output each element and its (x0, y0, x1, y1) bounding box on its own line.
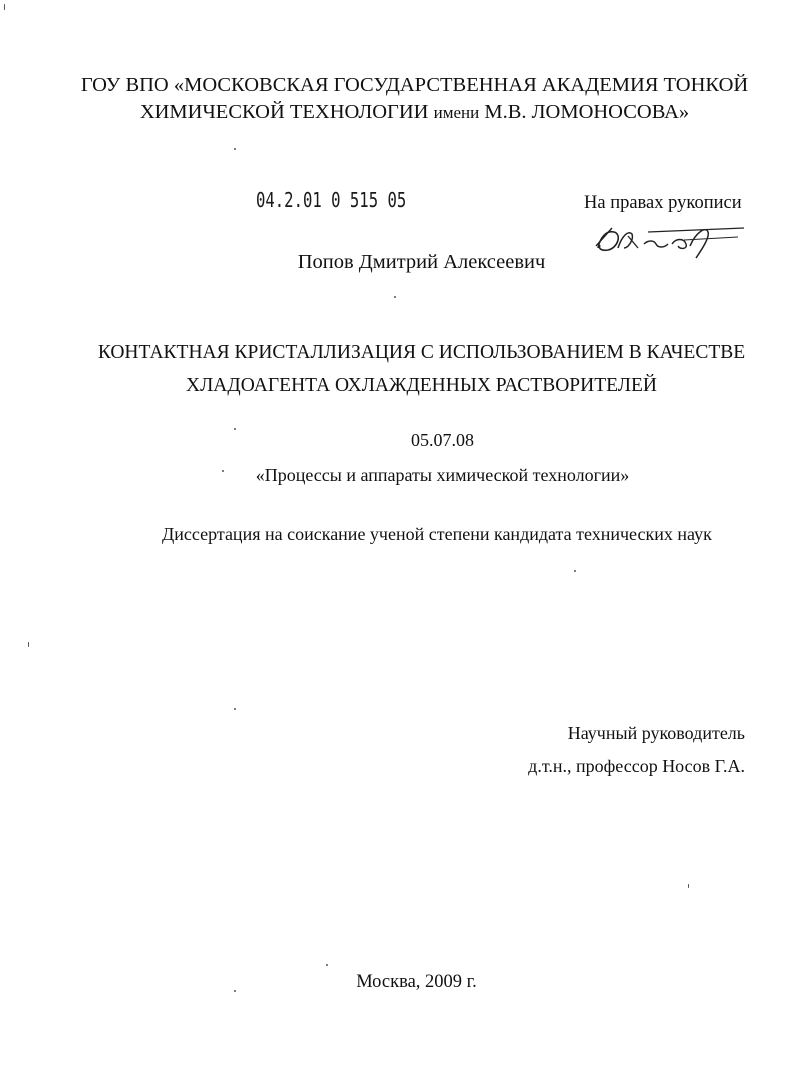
organization-header (0, 72, 793, 126)
organization-line-2 (36, 99, 793, 126)
organization-line-1: ГОУ ВПО «МОСКОВСКАЯ ГОСУДАРСТВЕННАЯ АКАДЕМИЯ ТОНКОЙ (80, 74, 749, 96)
dissertation-title-line-1: КОНТАКТНАЯ КРИСТАЛЛИЗАЦИЯ С ИСПОЛЬЗОВАНИЕМ В КАЧЕСТВЕ (97, 342, 746, 363)
organization-line-2-imeni: имени (433, 103, 480, 122)
supervisor-label: Научный руководитель (567, 723, 745, 743)
scan-speck (28, 642, 29, 647)
scan-speck (574, 570, 576, 572)
supervisor-name: д.т.н., профессор Носов Г.А. (528, 756, 745, 776)
scan-speck (222, 470, 224, 472)
city-year: Москва, 2009 г. (356, 972, 477, 992)
dissertation-title-line-2: ХЛАДОАГЕНТА ОХЛАЖДЕННЫХ РАСТВОРИТЕЛЕЙ (186, 375, 657, 396)
scan-speck (326, 964, 328, 966)
specialty-code: 05.07.08 (411, 430, 474, 450)
author-name: Попов Дмитрий Алексеевич (297, 251, 546, 273)
scan-speck (234, 148, 236, 150)
scan-speck (234, 428, 236, 430)
degree-statement: Диссертация на соискание ученой степени кандидата технических наук (162, 524, 712, 544)
scan-speck (234, 990, 236, 992)
organization-line-2-rest: М.В. ЛОМОНОСОВА» (479, 101, 690, 123)
organization-line-2-main: ХИМИЧЕСКОЙ ТЕХНОЛОГИИ (139, 101, 434, 123)
manuscript-rights-label: На правах рукописи (584, 193, 742, 213)
scan-speck (4, 4, 5, 10)
specialty-name: «Процессы и аппараты химической технологии» (255, 465, 630, 485)
scan-speck (394, 296, 396, 298)
registration-stamp-number: 04.2.01 0 515 05 (256, 188, 407, 212)
dissertation-title (0, 336, 793, 402)
scan-speck (688, 884, 689, 888)
scan-speck (234, 708, 236, 710)
